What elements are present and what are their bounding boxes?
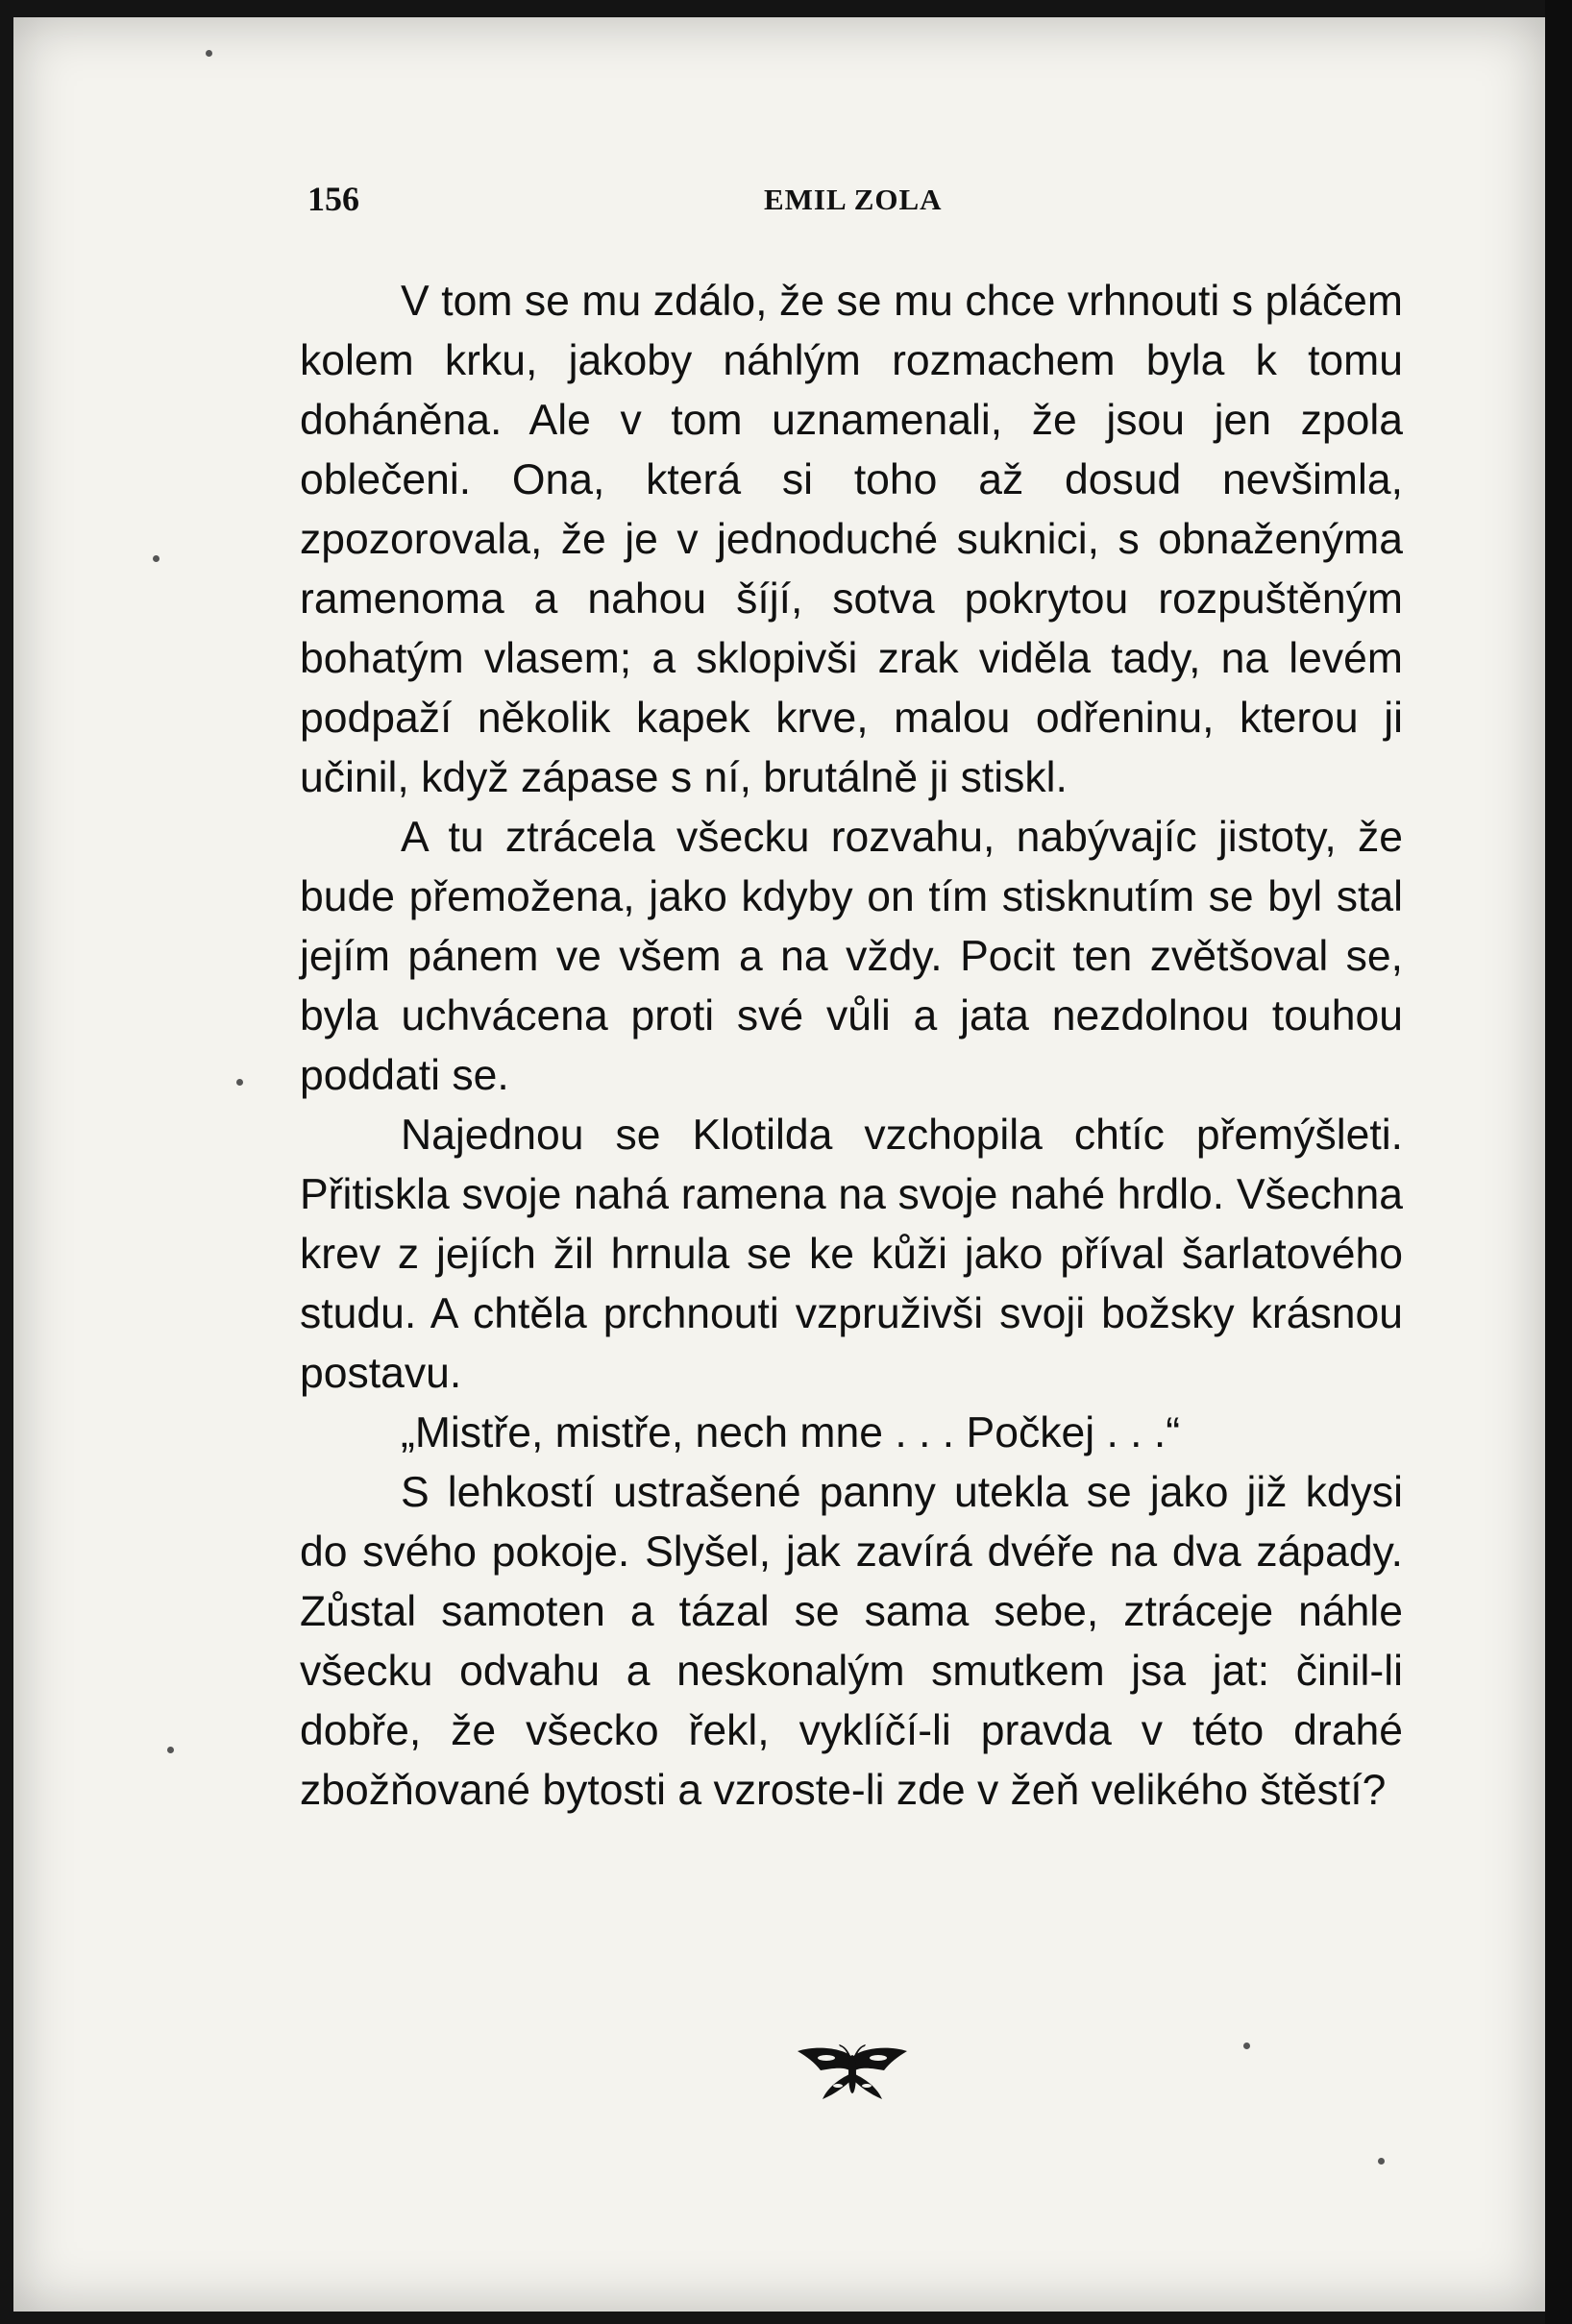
- paragraph: Najednou se Klotilda vzchopila chtíc přemýšleti. Přitiskla svoje nahá ramena na svoje nahé hrdlo. Všechna krev z jejích žil hrnula se ke kůži jako příval šarlatového studu. A chtěla prchnouti vzpruživši svoji božsky krásnou postavu.: [300, 1112, 1403, 1397]
- paper-speck: [236, 1079, 243, 1086]
- page-number: 156: [307, 180, 359, 218]
- paper-speck: [153, 555, 160, 562]
- butterfly-ornament-icon: [794, 2043, 911, 2103]
- running-head: EMIL ZOLA: [764, 183, 943, 216]
- paragraph: S lehkostí ustrašené panny utekla se jako již kdysi do svého pokoje. Slyšel, jak zavírá dvéře na dva západy. Zůstal samoten a tázal se sama sebe, ztráceje náhle všecku odvahu a neskonalým smutkem jsa jat: činil-li dobře, že všecko řekl, vyklíčí-li pravda v této drahé zbožňované bytosti a vzroste-li zde v žeň velikého štěstí?: [300, 1469, 1403, 1814]
- text-body: [300, 272, 1403, 1821]
- scan-right-edge: [1545, 0, 1572, 2324]
- paragraph: „Mistře, mistře, nech mne . . . Počkej . . .“: [401, 1409, 1181, 1456]
- paper-speck: [1378, 2158, 1385, 2165]
- paper-speck: [167, 1747, 174, 1753]
- paragraph: V tom se mu zdálo, že se mu chce vrhnouti s pláčem kolem krku, jakoby náhlým rozmachem byla k tomu doháněna. Ale v tom uznamenali, že jsou jen zpola oblečeni. Ona, která si toho až dosud nevšimla, zpozorovala, že je v jednoduché suknici, s obnaženýma ramenoma a nahou šíjí, sotva pokrytou rozpuštěným bohatým vlasem; a sklopivši zrak viděla tady, na levém podpaží několik kapek krve, malou odřeninu, kterou ji učinil, když zápase s ní, brutálně ji stiskl.: [300, 278, 1403, 801]
- paper-speck: [1243, 2043, 1250, 2049]
- paragraph: A tu ztrácela všecku rozvahu, nabývajíc jistoty, že bude přemožena, jako kdyby on tím stisknutím se byl stal jejím pánem ve všem a na vždy. Pocit ten zvětšoval se, byla uchvácena proti své vůli a jata nezdolnou touhou poddati se.: [300, 814, 1403, 1099]
- paper-speck: [206, 50, 212, 57]
- page-header: [307, 179, 1403, 227]
